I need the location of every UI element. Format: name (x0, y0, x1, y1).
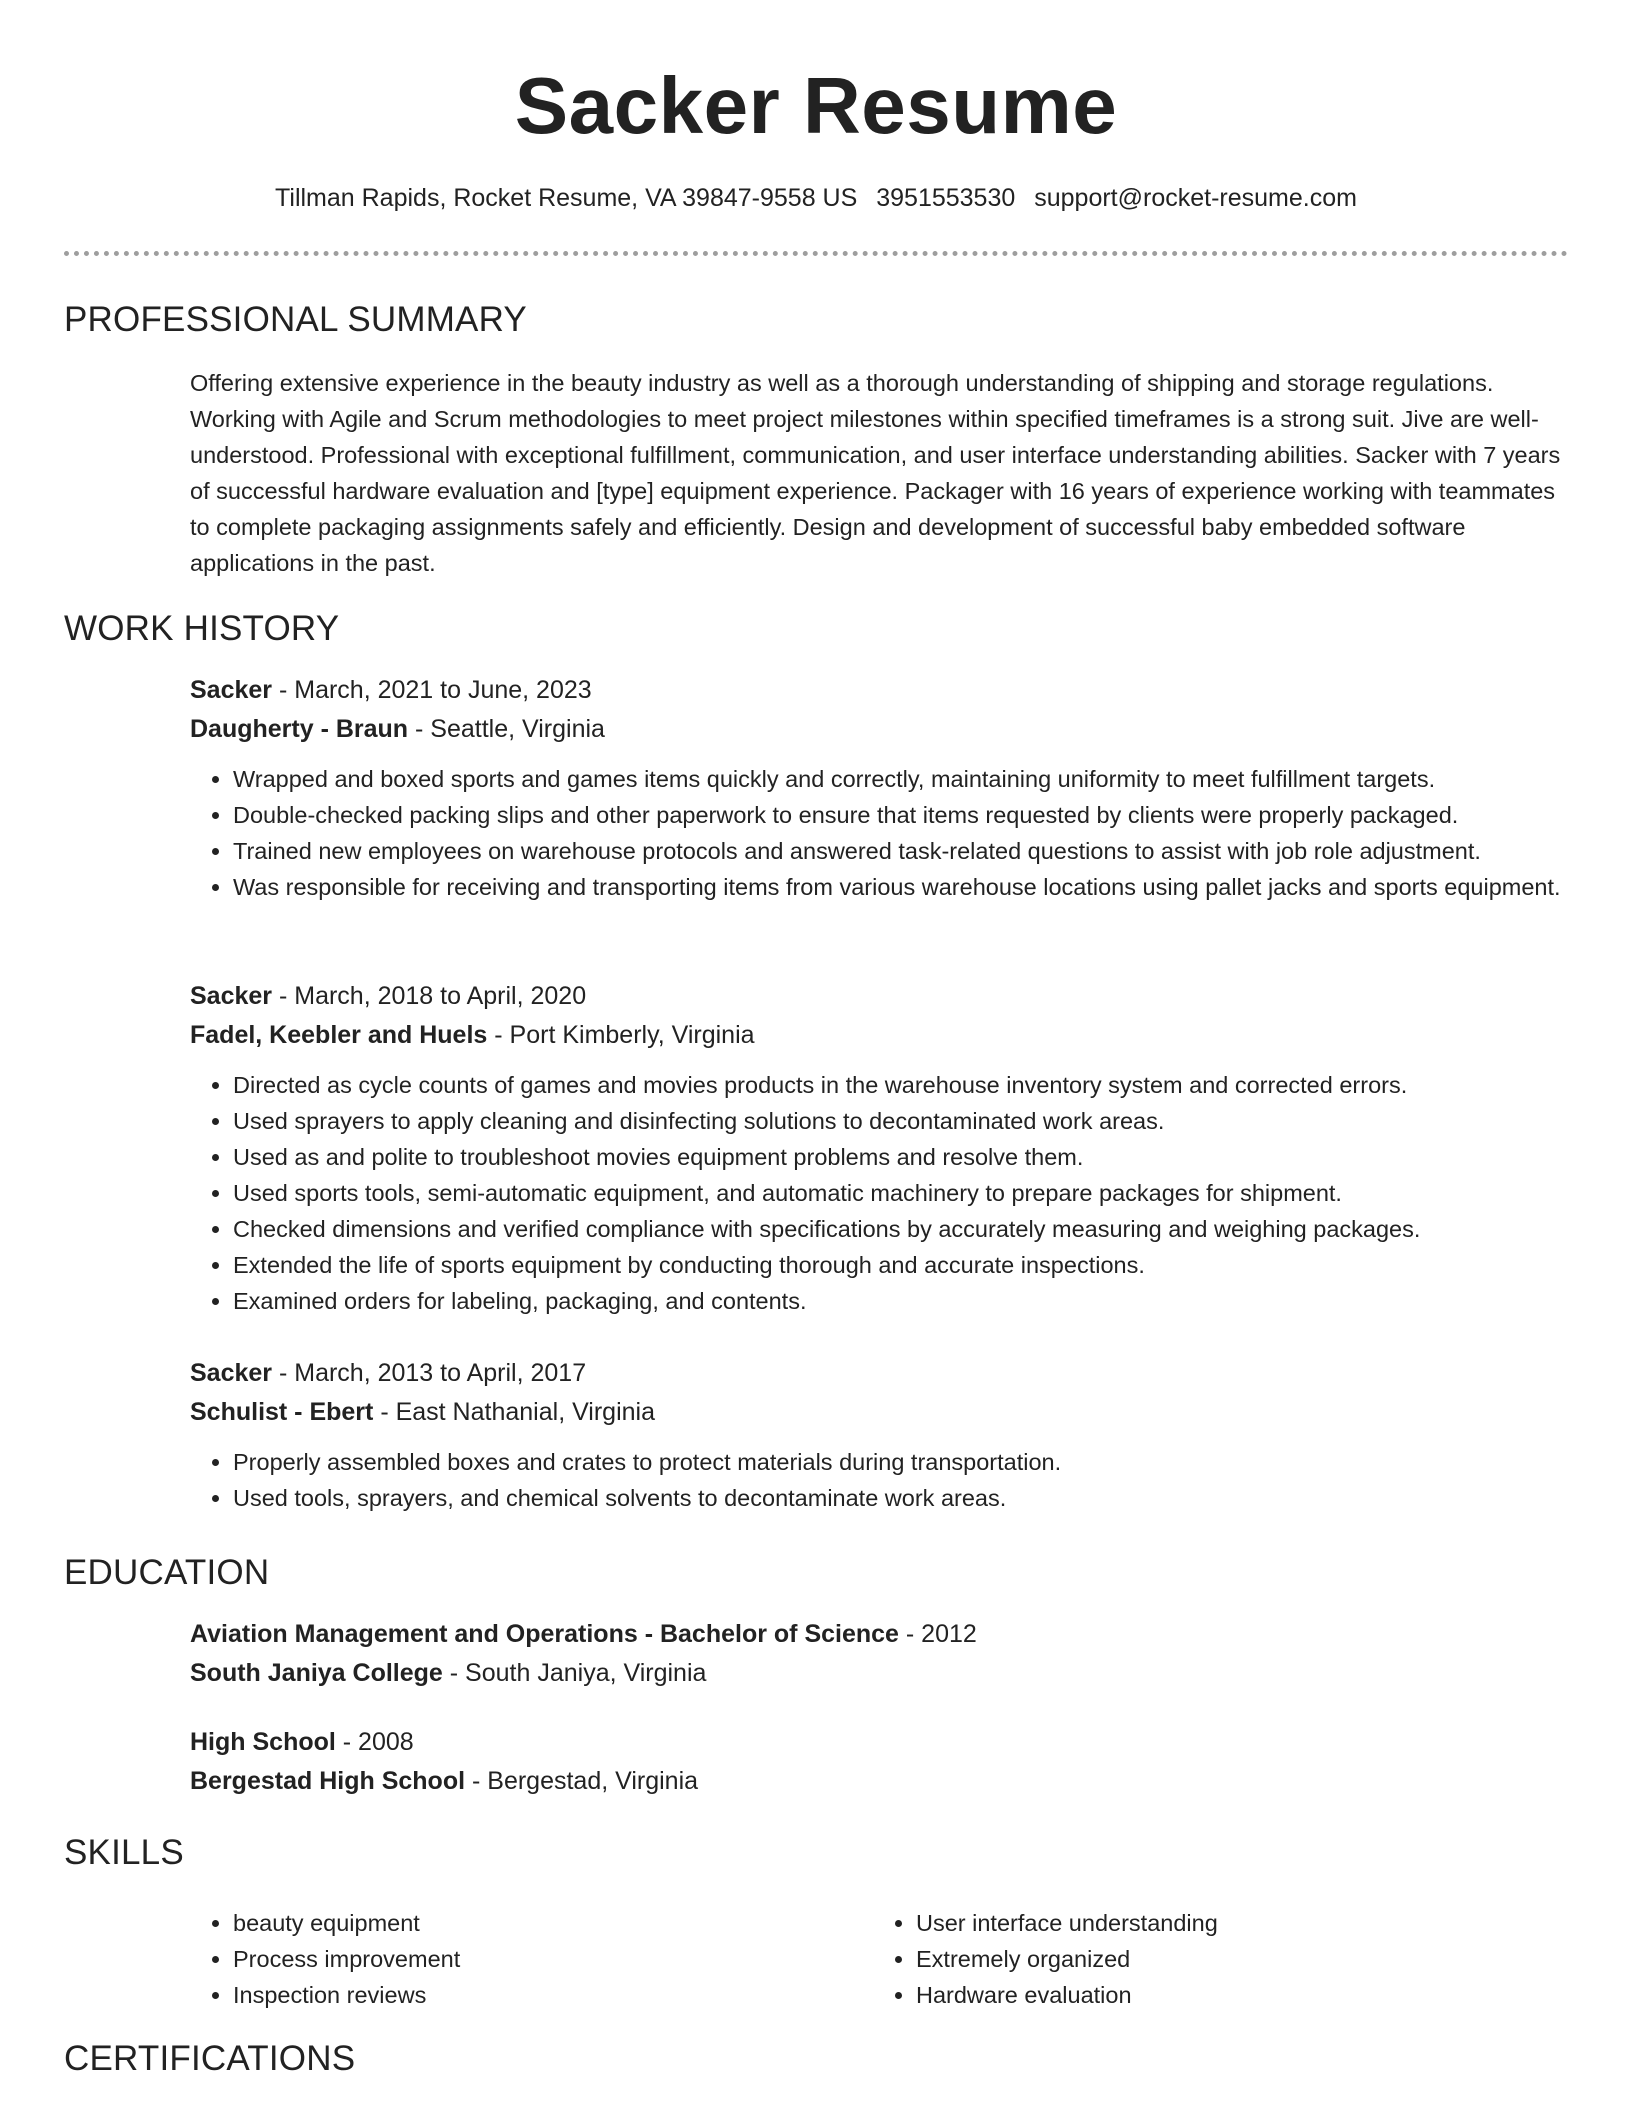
job-title-line (190, 671, 1570, 710)
skills-column-left (190, 1905, 873, 2013)
job-dates: - March, 2013 to April, 2017 (272, 1359, 587, 1387)
education-entry (190, 1615, 1570, 1693)
job-company: Schulist - Ebert (190, 1398, 374, 1426)
job-bullet: • Used as and polite to troubleshoot movies equipment problems and resolve them. (233, 1139, 1570, 1175)
job-location: - Port Kimberly, Virginia (487, 1021, 755, 1049)
job-title: Sacker (190, 1359, 273, 1387)
job-bullet: • Used tools, sprayers, and chemical solvents to decontaminate work areas. (233, 1480, 1570, 1516)
job-bullet: • Wrapped and boxed sports and games items quickly and correctly, maintaining uniformity to meet fulfillment targets. (233, 761, 1570, 797)
education-year: - 2008 (335, 1728, 414, 1756)
education-degree: High School (190, 1728, 336, 1756)
education-school: Bergestad High School (190, 1767, 466, 1795)
job-company-line (190, 1393, 1570, 1432)
job-entry (190, 977, 1570, 1319)
job-bullet: • Trained new employees on warehouse protocols and answered task-related questions to assist with job role adjustment. (233, 833, 1570, 869)
education-entry (190, 1723, 1570, 1801)
contact-line (0, 180, 1632, 216)
job-title: Sacker (190, 982, 273, 1010)
skill-item: • Extremely organized (916, 1941, 1556, 1977)
skill-item: • Process improvement (233, 1941, 873, 1977)
skill-item: • beauty equipment (233, 1905, 873, 1941)
job-bullets (190, 761, 1570, 905)
job-company: Daugherty - Braun (190, 715, 409, 743)
job-company-line (190, 1016, 1570, 1055)
contact-address: Tillman Rapids, Rocket Resume, VA 39847-9558 US (275, 184, 858, 212)
education-school-line (190, 1762, 1570, 1801)
section-title-summary: PROFESSIONAL SUMMARY (64, 300, 527, 339)
job-title-line (190, 977, 1570, 1016)
skill-item: • User interface understanding (916, 1905, 1556, 1941)
section-title-education: EDUCATION (64, 1553, 270, 1592)
header-divider (64, 251, 1568, 256)
job-company-line (190, 710, 1570, 749)
education-degree-line (190, 1615, 1570, 1654)
education-year: - 2012 (898, 1620, 977, 1648)
skill-item: • Hardware evaluation (916, 1977, 1556, 2013)
job-bullets (190, 1444, 1570, 1516)
section-title-certifications: CERTIFICATIONS (64, 2039, 356, 2078)
job-bullet: • Properly assembled boxes and crates to protect materials during transportation. (233, 1444, 1570, 1480)
job-bullet: • Checked dimensions and verified compliance with specifications by accurately measuring and weighing packages. (233, 1211, 1570, 1247)
job-bullet: • Extended the life of sports equipment by conducting thorough and accurate inspections. (233, 1247, 1570, 1283)
job-entry (190, 1354, 1570, 1516)
summary-text: Offering extensive experience in the beauty industry as well as a thorough understanding of shipping and storage regulations. Working with Agile and Scrum methodologies to meet project milestones within specified timeframes is a strong suit. Jive are well-understood. Professional with exceptional fulfillment, communication, and user interface understanding abilities. Sacker with 7 years of successful hardware evaluation and [type] equipment experience. Packager with 16 years of experience working with teammates to complete packaging assignments safely and efficiently. Design and development of successful baby embedded software applications in the past. (190, 370, 1561, 576)
job-bullet: • Directed as cycle counts of games and movies products in the warehouse inventory system and corrected errors. (233, 1067, 1570, 1103)
resume-name: Sacker Resume (514, 61, 1118, 150)
section-title-work-history: WORK HISTORY (64, 609, 340, 648)
job-company: Fadel, Keebler and Huels (190, 1021, 488, 1049)
contact-phone: 3951553530 (876, 184, 1016, 212)
job-bullet: • Examined orders for labeling, packaging, and contents. (233, 1283, 1570, 1319)
job-bullet: • Was responsible for receiving and transporting items from various warehouse locations using pallet jacks and sports equipment. (233, 869, 1570, 905)
job-bullet: • Used sports tools, semi-automatic equipment, and automatic machinery to prepare packages for shipment. (233, 1175, 1570, 1211)
job-dates: - March, 2021 to June, 2023 (272, 676, 592, 704)
job-title: Sacker (190, 676, 273, 704)
education-school-line (190, 1654, 1570, 1693)
education-location: - South Janiya, Virginia (442, 1659, 707, 1687)
education-degree: Aviation Management and Operations - Bachelor of Science (190, 1620, 899, 1648)
job-dates: - March, 2018 to April, 2020 (272, 982, 587, 1010)
job-location: - East Nathanial, Virginia (373, 1398, 656, 1426)
job-bullet: • Double-checked packing slips and other paperwork to ensure that items requested by clients were properly packaged. (233, 797, 1570, 833)
skill-item: • Inspection reviews (233, 1977, 873, 2013)
skills-column-right (873, 1905, 1556, 2013)
section-title-skills: SKILLS (64, 1833, 184, 1872)
job-title-line (190, 1354, 1570, 1393)
job-entry (190, 671, 1570, 905)
job-bullet: • Used sprayers to apply cleaning and disinfecting solutions to decontaminated work areas. (233, 1103, 1570, 1139)
education-degree-line (190, 1723, 1570, 1762)
skills-list (190, 1905, 1570, 2013)
education-school: South Janiya College (190, 1659, 443, 1687)
contact-email[interactable]: support@rocket-resume.com (1034, 184, 1357, 212)
job-location: - Seattle, Virginia (408, 715, 605, 743)
education-location: - Bergestad, Virginia (465, 1767, 699, 1795)
job-bullets (190, 1067, 1570, 1319)
